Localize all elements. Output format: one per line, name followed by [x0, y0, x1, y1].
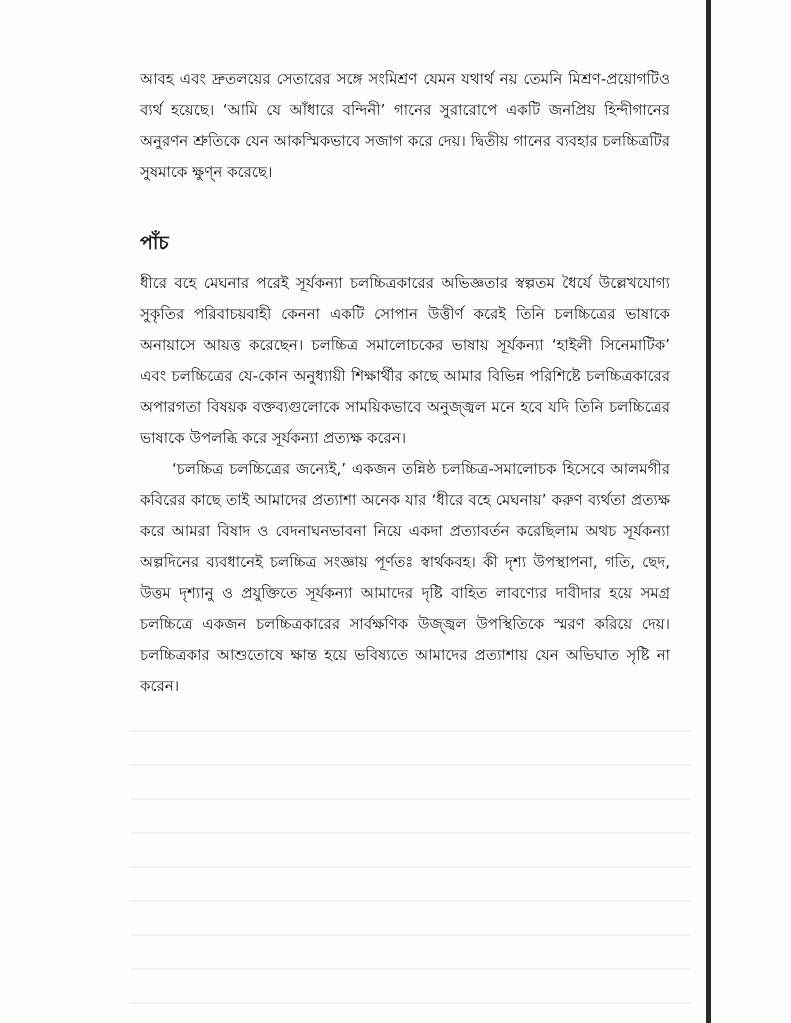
show-through-bleed — [130, 730, 690, 1010]
book-edge-shadow — [706, 0, 711, 1023]
paragraph-section-2: ‘চলচ্চিত্র চলচ্চিত্রের জন্যেই,’ একজন তন্নিষ্ঠ চলচ্চিত্র-সমালোচক হিসেবে আলমগীর কবিরের কাছে তাই আমাদের প্রত্যাশা অনেক যার ‘ধীরে বহে মেঘনায়’ করুণ ব্যর্থতা প্রত্যক্ষ করে আমরা বিষাদ ও বেদনাঘনভাবনা নিয়ে একদা প্রত্যাবর্তন করেছিলাম অথচ সূর্যকন্যা অল্পদিনের ব্যবধানেই চলচ্চিত্র সংজ্ঞায় পূর্ণতঃ স্বার্থকবহ। কী দৃশ্য উপস্থাপনা, গতি, ছেদ, উত্তম দৃশ্যানু ও প্রযুক্তিতে সূর্যকন্যা আমাদের দৃষ্টি বাহিত লাবণ্যের দাবীদার হয়ে সমগ্র চলচ্চিত্রে একজন চলচ্চিত্রকারের সার্বক্ষণিক উজ্জ্বল উপস্থিতিকে স্মরণ করিয়ে দেয়। চলচ্চিত্রকার আশুতোষে ক্ষান্ত হয়ে ভবিষ্যতে আমাদের প্রত্যাশায় যেন অভিঘাত সৃষ্টি না করেন। — [140, 460, 670, 695]
paragraph-opening: আবহ এবং দ্রুতলয়ের সেতারের সঙ্গে সংমিশ্রণ যেমন যথার্থ নয় তেমনি মিশ্রণ-প্রয়োগটিও ব্যর্থ হয়েছে। ‘আমি যে আঁধারে বন্দিনী’ গানের সুরারোপে একটি জনপ্রিয় হিন্দীগানের অনুরণন শ্রুতিকে যেন আকস্মিকভাবে সজাগ করে দেয়। দ্বিতীয় গানের ব্যবহার চলচ্চিত্রটির সুষমাকে ক্ষুণ্ন করেছে। — [140, 70, 670, 181]
paragraph-section-1: ধীরে বহে মেঘনার পরেই সূর্যকন্যা চলচ্চিত্রকারের অভিজ্ঞতার স্বল্পতম ধৈর্যে উল্লেখযোগ্য সুকৃতির পরিবাচয়বাহী কেননা একটি সোপান উত্তীর্ণ করেই তিনি চলচ্চিত্রের ভাষাকে অনায়াসে আয়ত্ত করেছেন। চলচ্চিত্র সমালোচকের ভাষায় সূর্যকন্যা ‘হাইলী সিনেমাটিক’ এবং চলচ্চিত্রের যে-কোন অনুধ্যায়ী শিক্ষার্থীর কাছে আমার বিভিন্ন পরিশিষ্টে চলচ্চিত্রকারের অপারগতা বিষয়ক বক্তব্যগুলোকে সাময়িকভাবে অনুজ্জ্বল মনে হবে যদি তিনি চলচ্চিত্রের ভাষাকে উপলব্ধি করে সূর্যকন্যা প্রত্যক্ষ করেন। — [140, 274, 670, 447]
section-heading: পাঁচ — [140, 232, 169, 254]
body-text — [140, 64, 670, 702]
